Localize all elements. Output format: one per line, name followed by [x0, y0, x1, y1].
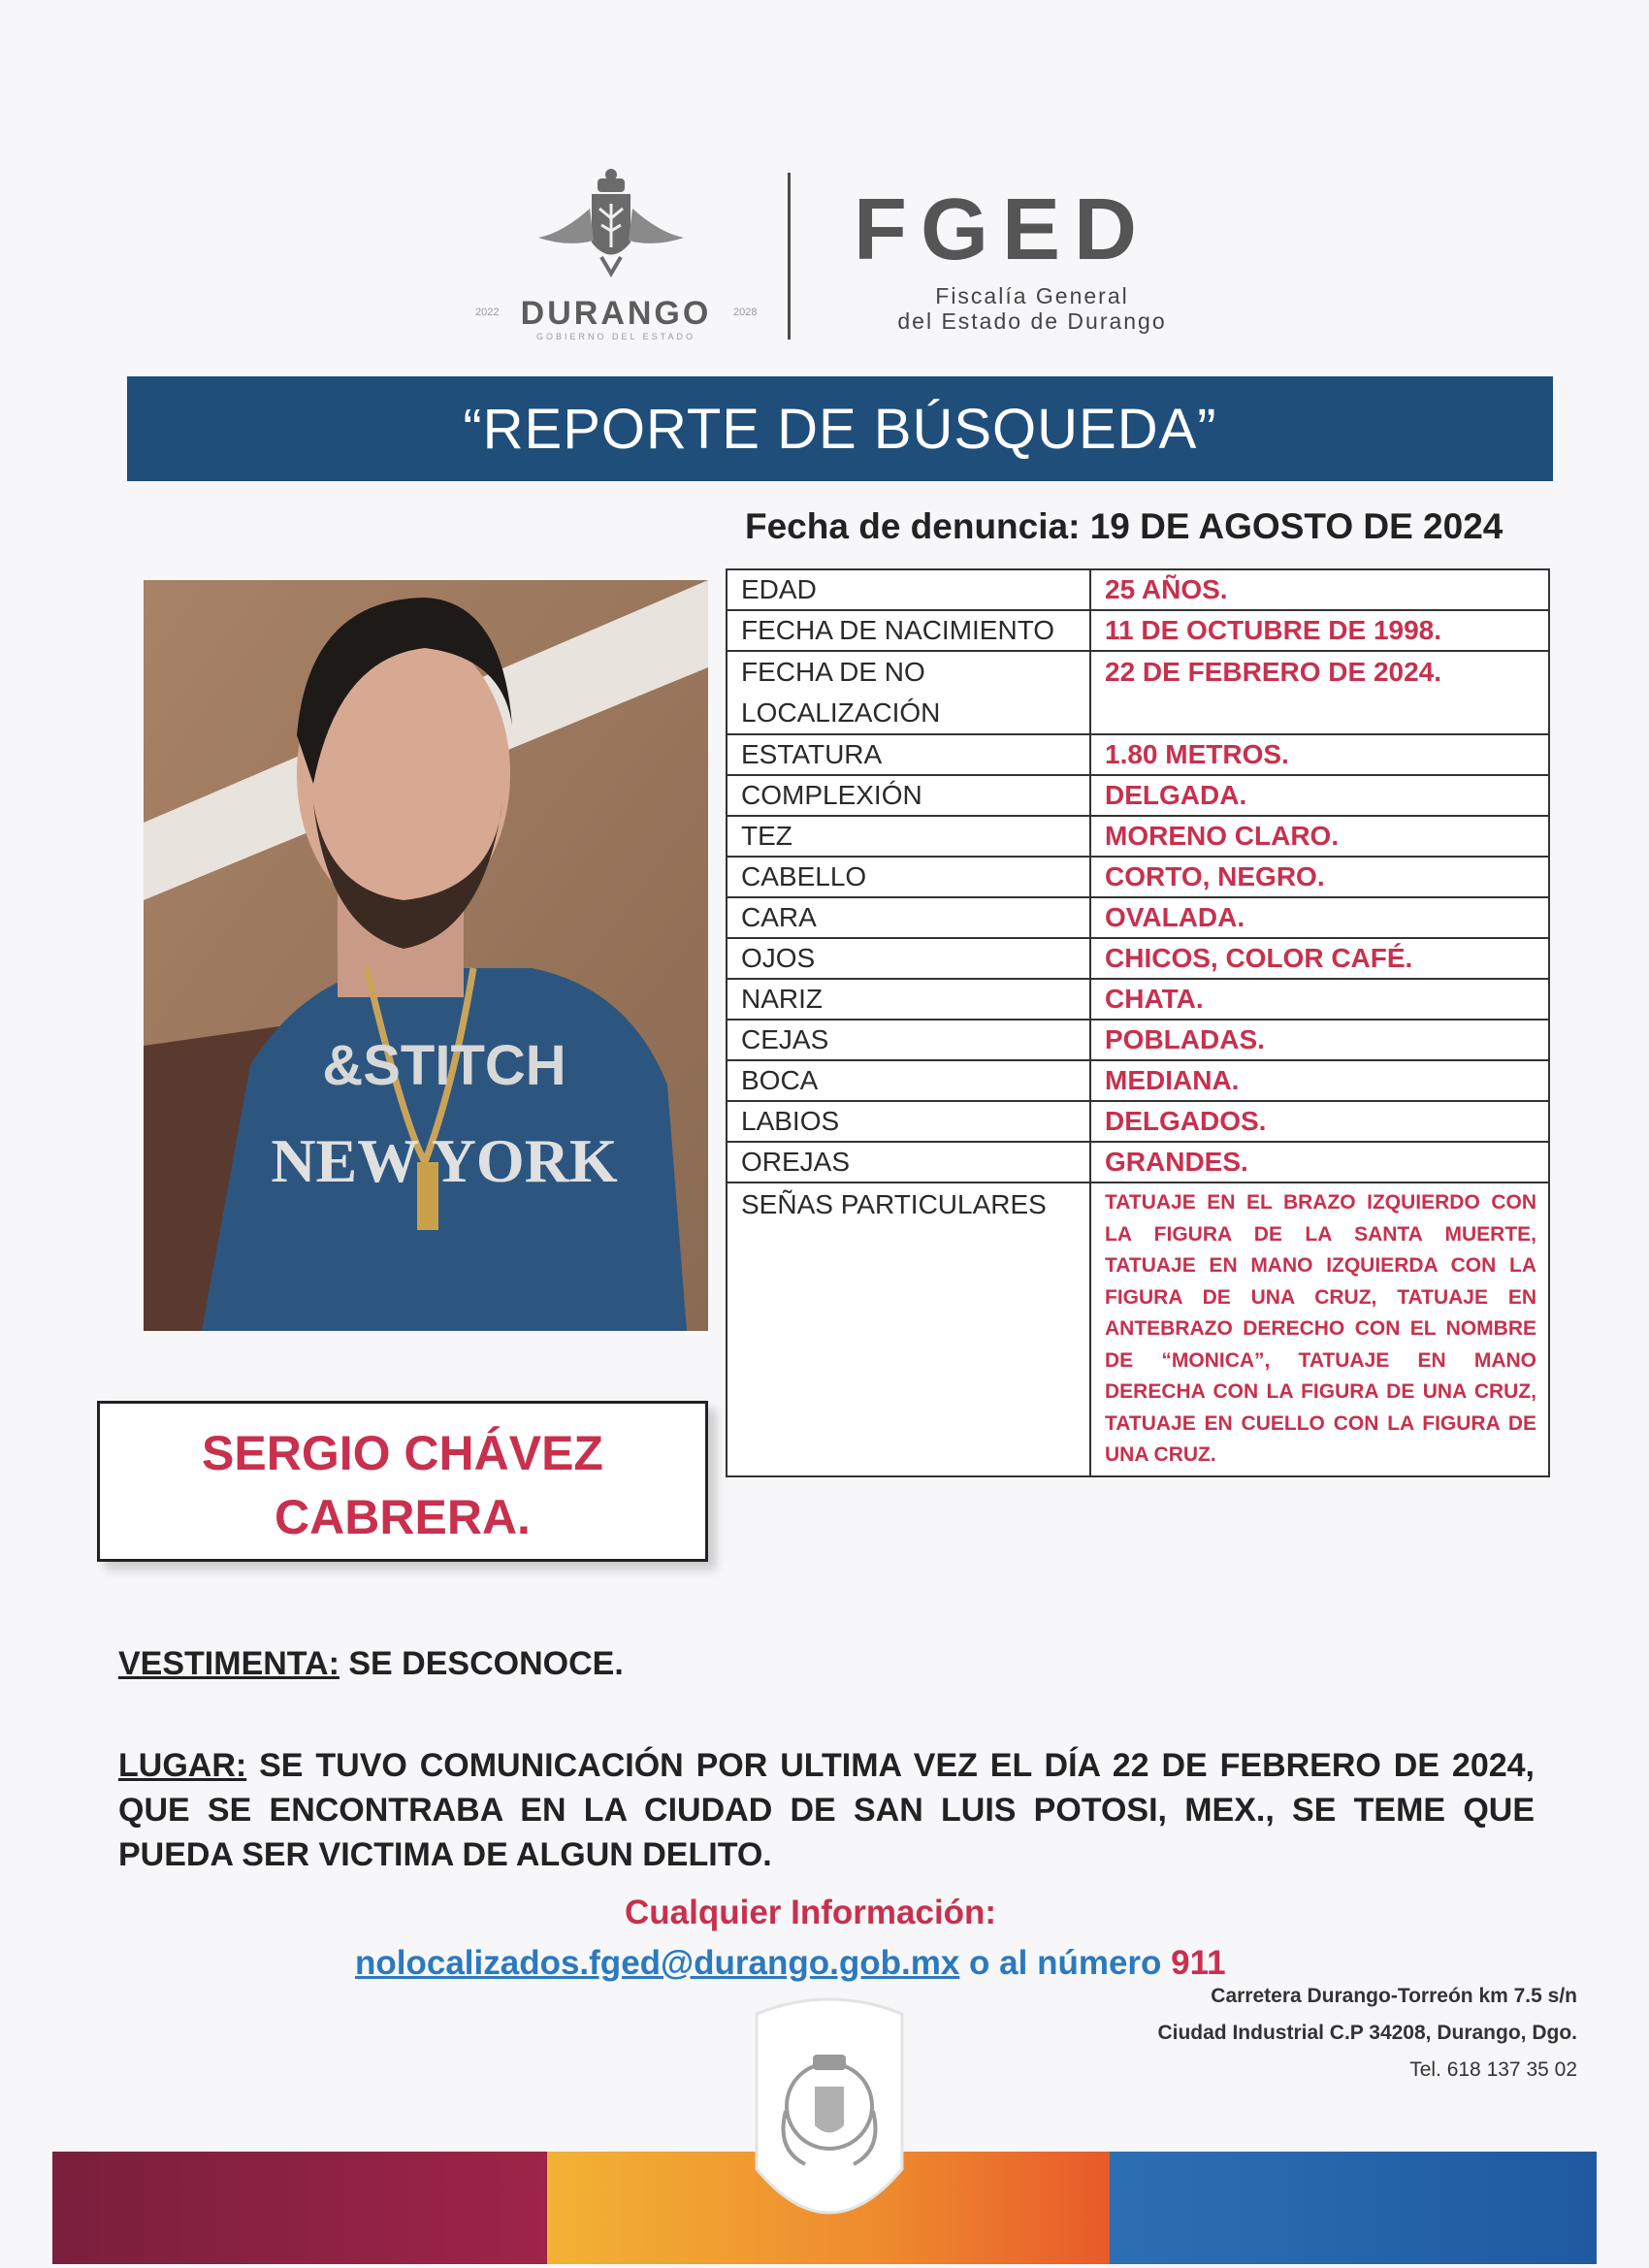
report-title: “REPORTE DE BÚSQUEDA” [463, 397, 1217, 461]
field-label: TEZ [727, 816, 1090, 857]
table-row [727, 775, 1549, 816]
field-label: OREJAS [727, 1142, 1090, 1183]
field-value: POBLADAS. [1090, 1020, 1549, 1060]
table-row [727, 897, 1549, 938]
state-name: DURANGO [520, 295, 712, 332]
table-row [727, 1101, 1549, 1142]
field-value: OVALADA. [1090, 897, 1549, 938]
table-row [727, 979, 1549, 1020]
field-value: DELGADA. [1090, 775, 1549, 816]
clothing-label: VESTIMENTA: [118, 1645, 340, 1682]
field-value: 25 AÑOS. [1090, 569, 1549, 610]
field-value: CHATA. [1090, 979, 1549, 1020]
contact-phone: 911 [1171, 1944, 1226, 1982]
person-name-line1: SERGIO CHÁVEZ [202, 1426, 603, 1480]
field-value: 22 DE FEBRERO DE 2024. [1090, 651, 1549, 734]
report-title-banner [127, 376, 1553, 481]
table-row [727, 1060, 1549, 1101]
field-value: MEDIANA. [1090, 1060, 1549, 1101]
durango-state-logo [466, 165, 757, 349]
state-subtitle: GOBIERNO DEL ESTADO [535, 332, 696, 341]
contact-title: Cualquier Información: [625, 1894, 997, 1931]
state-year-right: 2028 [733, 307, 758, 318]
header-divider [788, 173, 791, 340]
address-line2: Ciudad Industrial C.P 34208, Durango, Dgo. [1157, 2022, 1577, 2044]
field-label: ESTATURA [727, 734, 1090, 775]
clothing-line [118, 1645, 624, 1683]
field-value: MORENO CLARO. [1090, 816, 1549, 857]
clothing-value: SE DESCONOCE. [339, 1645, 624, 1682]
field-value: GRANDES. [1090, 1142, 1549, 1183]
agency-name-line1: Fiscalía General [935, 283, 1129, 308]
table-row [727, 1183, 1549, 1476]
field-value: 11 DE OCTUBRE DE 1998. [1090, 610, 1549, 651]
table-row [727, 610, 1549, 651]
physical-description-table [726, 568, 1550, 1477]
table-row [727, 734, 1549, 775]
field-label: SEÑAS PARTICULARES [727, 1183, 1090, 1476]
table-row [727, 651, 1549, 734]
table-row [727, 938, 1549, 979]
field-label: FECHA DE NACIMIENTO [727, 610, 1090, 651]
field-label: COMPLEXIÓN [727, 775, 1090, 816]
contact-connector: o al número [959, 1944, 1172, 1982]
table-row [727, 1142, 1549, 1183]
report-date: Fecha de denuncia: 19 DE AGOSTO DE 2024 [745, 506, 1504, 546]
field-label: CEJAS [727, 1020, 1090, 1060]
agency-name-line2: del Estado de Durango [897, 308, 1167, 334]
person-name-line2: CABRERA. [275, 1490, 531, 1544]
place-label: LUGAR: [118, 1747, 247, 1784]
field-value: TATUAJE EN EL BRAZO IZQUIERDO CON LA FIGURA DE LA SANTA MUERTE, TATUAJE EN MANO IZQUIERDA CON LA FIGURA DE UNA CRUZ, TATUAJE EN ANTEBRAZO DERECHO CON EL NOMBRE DE “MONICA”, TATUAJE EN MANO DERECHA CON LA FIGURA DE UNA CRUZ, TATUAJE EN CUELLO CON LA FIGURA DE UNA CRUZ. [1090, 1183, 1549, 1476]
missing-person-photo [144, 580, 708, 1331]
table-row [727, 816, 1549, 857]
field-label: FECHA DE NO LOCALIZACIÓN [727, 651, 1090, 734]
footer-segment-wine [52, 2152, 547, 2264]
field-label: CABELLO [727, 857, 1090, 897]
table-row [727, 857, 1549, 897]
durango-shield-icon [466, 165, 757, 291]
field-label: EDAD [727, 569, 1090, 610]
field-label: CARA [727, 897, 1090, 938]
field-label: BOCA [727, 1060, 1090, 1101]
contact-line [355, 1944, 1226, 1983]
address-phone: Tel. 618 137 35 02 [1409, 2058, 1577, 2081]
table-row [727, 1020, 1549, 1060]
field-value: DELGADOS. [1090, 1101, 1549, 1142]
table-row [727, 569, 1549, 610]
agency-acronym: FGED [854, 181, 1151, 278]
footer-segment-blue [1110, 2152, 1597, 2264]
field-label: LABIOS [727, 1101, 1090, 1142]
field-label: NARIZ [727, 979, 1090, 1020]
field-value: CORTO, NEGRO. [1090, 857, 1549, 897]
person-name-box [97, 1401, 708, 1562]
field-value: CHICOS, COLOR CAFÉ. [1090, 938, 1549, 979]
place-value: SE TUVO COMUNICACIÓN POR ULTIMA VEZ EL DÍA 22 DE FEBRERO DE 2024, QUE SE ENCONTRABA EN LA CIUDAD DE SAN LUIS POTOSI, MEX., SE TEME QUE PUEDA SER VICTIMA DE ALGUN DELITO. [118, 1747, 1535, 1873]
field-value: 1.80 METROS. [1090, 734, 1549, 775]
photo-shirt-text-2: NEW YORK [271, 1126, 618, 1195]
photo-shirt-text-1: &STITCH [322, 1034, 566, 1097]
field-label: OJOS [727, 938, 1090, 979]
footer-shield-icon [737, 1994, 922, 2237]
place-paragraph [118, 1743, 1535, 1877]
state-year-left: 2022 [475, 307, 500, 318]
contact-email-link[interactable]: nolocalizados.fged@durango.gob.mx [355, 1944, 960, 1982]
address-line1: Carretera Durango-Torreón km 7.5 s/n [1211, 1985, 1577, 2007]
